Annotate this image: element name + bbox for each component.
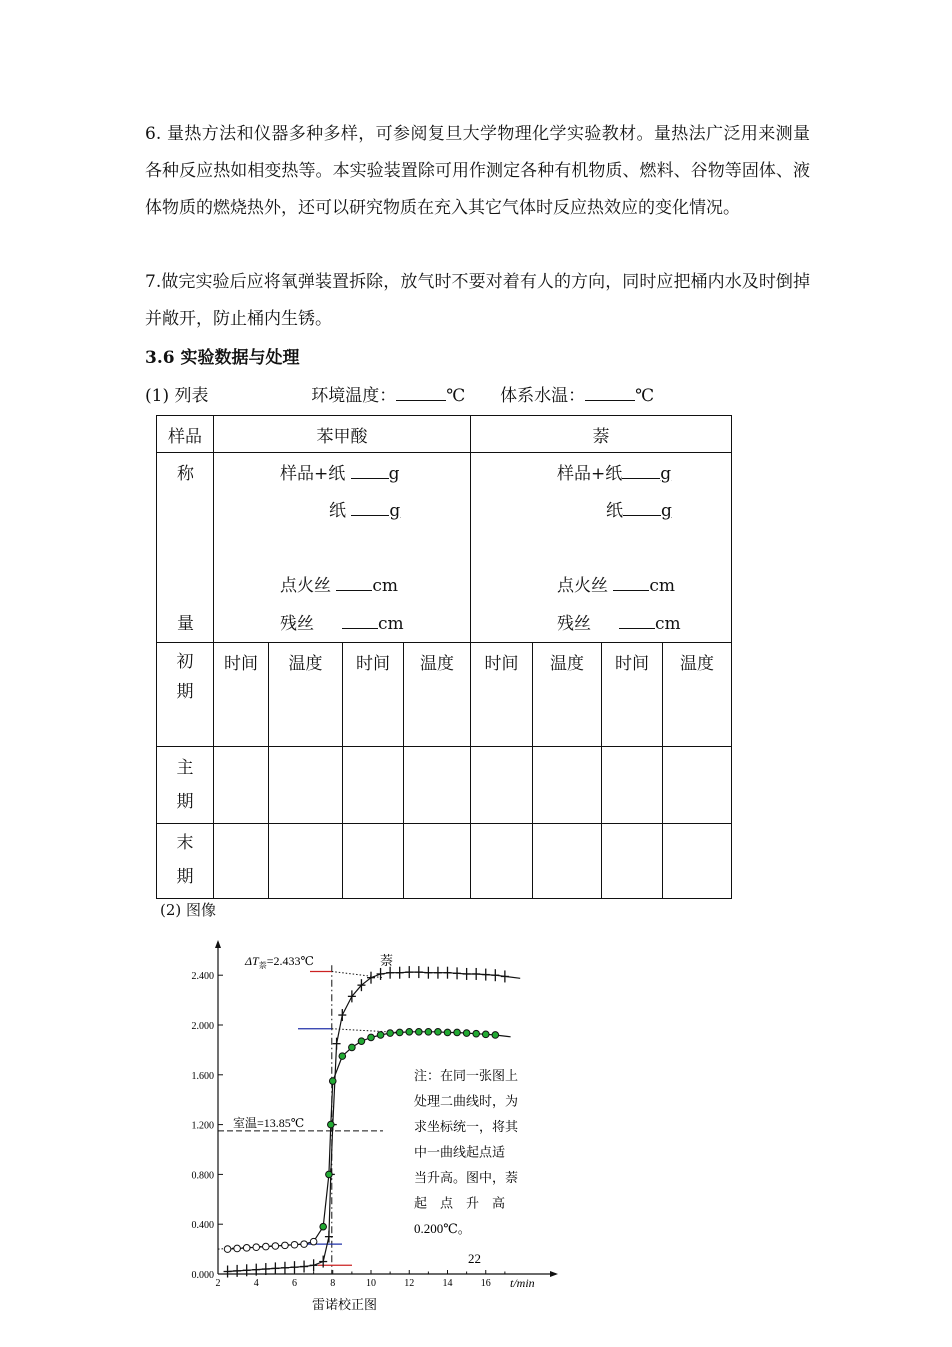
- paragraph-7: 7.做完实验后应将氧弹装置拆除，放气时不要对着有人的方向，同时应把桶内水及时倒掉并敞开，防止桶内生锈。: [145, 272, 810, 329]
- col-time: 时间: [214, 643, 269, 747]
- data-point-circle: [444, 1029, 451, 1036]
- table-cell[interactable]: [602, 824, 663, 899]
- sys-temp-blank[interactable]: [585, 382, 635, 401]
- note-line: 0.200℃。: [414, 1221, 471, 1236]
- data-point-circle: [368, 1034, 375, 1041]
- data-point-circle: [329, 1078, 336, 1085]
- data-point-cross: [377, 968, 385, 980]
- env-temp-blank[interactable]: [396, 382, 446, 401]
- note-line: 当升高。图中，萘: [414, 1170, 519, 1185]
- table-cell[interactable]: [343, 747, 404, 824]
- data-point-cross: [453, 967, 461, 979]
- table-cell[interactable]: [404, 747, 471, 824]
- note-line: 起 点 升 高: [414, 1195, 506, 1211]
- data-point-cross: [348, 990, 356, 1002]
- list-label: (1) 列表: [145, 386, 209, 406]
- x-axis-label: t/min: [510, 1276, 535, 1290]
- env-temp-unit: ℃: [446, 386, 466, 406]
- data-point-cross: [300, 1261, 308, 1273]
- data-point-circle: [272, 1243, 279, 1250]
- chart-axes: [192, 940, 559, 1289]
- y-tick-label: 0.800: [191, 1170, 214, 1182]
- y-tick-label: 0.000: [191, 1270, 214, 1281]
- data-point-circle: [282, 1242, 289, 1249]
- data-point-circle: [291, 1241, 298, 1248]
- series-line-2: [228, 1032, 511, 1249]
- col-temp: 温度: [404, 643, 471, 747]
- col-temp: 温度: [533, 643, 602, 747]
- x-tick-label: 10: [366, 1278, 376, 1289]
- data-point-circle: [454, 1029, 461, 1036]
- benzoic-weigh-cell: [214, 453, 471, 643]
- phase-initial: 初 期: [157, 643, 214, 747]
- data-point-circle: [301, 1241, 308, 1248]
- naph-sample-paper-label: 样品+纸: [557, 464, 623, 484]
- naph-paper-label: 纸: [606, 501, 623, 521]
- x-tick-label: 6: [292, 1278, 297, 1289]
- chart-title: 雷诺校正图: [312, 1297, 378, 1312]
- data-point-circle: [387, 1030, 394, 1037]
- y-tick-label: 0.400: [191, 1220, 214, 1232]
- x-tick-label: 8: [330, 1278, 336, 1289]
- benzoic-sample-paper-label: 样品+纸: [280, 464, 346, 484]
- data-table: [156, 415, 732, 899]
- data-point-circle: [320, 1223, 327, 1230]
- header-benzoic-acid: 苯甲酸: [214, 416, 471, 453]
- benzoic-sample-paper-unit: g: [388, 464, 400, 484]
- data-point-circle: [349, 1044, 356, 1051]
- data-point-cross: [367, 972, 375, 984]
- naph-paper-unit: g: [661, 501, 672, 521]
- benzoic-fuse-blank[interactable]: [336, 572, 372, 591]
- y-axis-arrow: [215, 940, 221, 948]
- table-row-main: [157, 747, 732, 824]
- phase-main: 主 期: [157, 747, 214, 824]
- x-axis-arrow: [550, 1271, 558, 1277]
- section-heading: 3.6 实验数据与处理: [145, 348, 300, 368]
- list-line: [145, 381, 654, 411]
- naph-sample-paper-unit: g: [660, 464, 672, 484]
- data-point-cross: [501, 970, 509, 982]
- note-line: 注：在同一张图上: [414, 1068, 519, 1083]
- weigh-top: 称: [177, 464, 194, 484]
- data-point-circle: [224, 1246, 231, 1253]
- table-cell[interactable]: [533, 824, 602, 899]
- naph-paper-blank[interactable]: [623, 497, 661, 516]
- data-point-cross: [396, 967, 404, 979]
- data-point-cross: [434, 967, 442, 979]
- x-tick-label: 4: [253, 1278, 259, 1289]
- reynolds-correction-chart: [0, 930, 952, 1320]
- series-label-naphthalene: 萘: [380, 953, 394, 968]
- chart-note: [414, 1068, 519, 1236]
- delta-t-label: $\Delta T_萘=2.433℃$: [245, 954, 314, 970]
- data-point-circle: [435, 1029, 442, 1036]
- data-point-cross: [405, 966, 413, 978]
- header-naphthalene: 萘: [471, 416, 732, 453]
- x-tick-label: 16: [480, 1278, 491, 1289]
- table-cell[interactable]: [533, 747, 602, 824]
- table-cell[interactable]: [343, 824, 404, 899]
- figure-label: (2) 图像: [160, 901, 217, 919]
- data-point-circle: [243, 1245, 250, 1252]
- data-point-cross: [482, 969, 490, 981]
- data-point-circle: [416, 1029, 423, 1036]
- benzoic-paper-label: 纸: [329, 501, 346, 521]
- benzoic-residual-label: 残丝: [280, 614, 314, 634]
- col-time: 时间: [471, 643, 533, 747]
- x-tick-label: 2: [215, 1278, 221, 1289]
- paragraph-6: 6. 量热方法和仪器多种多样，可参阅复旦大学物理化学实验教材。量热法广泛用来测量各种反应热如相变热等。本实验装置除可用作测定各种有机物质、燃料、谷物等固体、液体物质的燃烧热外，还可以研究物质在充入其它气体时反应热效应的变化情况。: [145, 124, 810, 218]
- naph-fuse-unit: cm: [649, 576, 676, 596]
- benzoic-paper-unit: g: [389, 501, 401, 521]
- data-point-cross: [224, 1266, 232, 1278]
- y-tick-label: 1.600: [191, 1070, 214, 1082]
- col-time: 时间: [602, 643, 663, 747]
- data-point-circle: [339, 1053, 346, 1060]
- data-point-cross: [233, 1265, 241, 1277]
- data-point-cross: [386, 967, 394, 979]
- data-point-cross: [415, 966, 423, 978]
- data-point-circle: [473, 1030, 480, 1037]
- data-point-circle: [310, 1238, 317, 1245]
- naph-residual-blank[interactable]: [619, 610, 655, 629]
- x-tick-label: 12: [404, 1278, 415, 1289]
- benzoic-fuse-label: 点火丝: [280, 576, 331, 596]
- page-number: 22: [468, 1251, 481, 1266]
- room-temp-label: 室温=13.85℃: [233, 1116, 305, 1130]
- naph-fuse-label: 点火丝: [557, 576, 608, 596]
- benzoic-residual-blank[interactable]: [342, 610, 378, 629]
- naph-residual-label: 残丝: [557, 614, 591, 634]
- data-point-cross: [424, 967, 432, 979]
- weigh-cell: [157, 453, 214, 643]
- table-cell[interactable]: [269, 747, 343, 824]
- data-point-cross: [271, 1262, 279, 1274]
- naph-residual-unit: cm: [655, 614, 681, 634]
- table-cell[interactable]: [471, 824, 533, 899]
- data-point-circle: [406, 1029, 413, 1036]
- data-point-circle: [326, 1171, 333, 1178]
- data-point-cross: [310, 1259, 318, 1271]
- note-line: 求坐标统一，将其: [414, 1119, 519, 1134]
- x-tick-label: 14: [442, 1278, 453, 1289]
- data-point-cross: [472, 968, 480, 980]
- data-point-circle: [377, 1032, 384, 1039]
- col-temp: 温度: [663, 643, 732, 747]
- y-tick-label: 1.200: [191, 1120, 214, 1132]
- table-cell[interactable]: [663, 824, 732, 899]
- data-point-cross: [491, 969, 499, 981]
- table-row-final: [157, 824, 732, 899]
- table-cell[interactable]: [214, 747, 269, 824]
- data-point-cross: [281, 1262, 289, 1274]
- env-temp-label: 环境温度：: [311, 386, 397, 406]
- data-point-circle: [463, 1030, 470, 1037]
- data-point-circle: [425, 1029, 432, 1036]
- table-cell[interactable]: [214, 824, 269, 899]
- col-temp: 温度: [269, 643, 343, 747]
- table-cell[interactable]: [471, 747, 533, 824]
- weigh-bottom: 量: [177, 614, 194, 634]
- table-cell[interactable]: [404, 824, 471, 899]
- benzoic-sample-paper-blank[interactable]: [351, 460, 389, 479]
- naph-sample-paper-blank[interactable]: [622, 460, 660, 479]
- note-line: 处理二曲线时，为: [414, 1093, 519, 1109]
- y-tick-label: 2.000: [191, 1021, 214, 1032]
- benzoic-residual-unit: cm: [378, 614, 404, 634]
- table-cell[interactable]: [602, 747, 663, 824]
- sys-temp-label: 体系水温：: [500, 386, 586, 406]
- y-tick-label: 2.400: [191, 971, 214, 983]
- data-point-circle: [253, 1244, 260, 1251]
- data-point-circle: [234, 1245, 241, 1252]
- sys-temp-unit: ℃: [635, 386, 655, 406]
- data-point-cross: [291, 1261, 299, 1273]
- table-cell[interactable]: [269, 824, 343, 899]
- header-sample: 样品: [157, 416, 214, 453]
- data-point-circle: [328, 1121, 335, 1128]
- naph-fuse-blank[interactable]: [613, 572, 649, 591]
- benzoic-fuse-unit: cm: [372, 576, 399, 596]
- table-cell[interactable]: [663, 747, 732, 824]
- phase-final: 末 期: [157, 824, 214, 899]
- data-point-cross: [444, 967, 452, 979]
- naphthalene-weigh-cell: [471, 453, 732, 643]
- data-point-cross: [463, 968, 471, 980]
- data-point-circle: [492, 1032, 499, 1039]
- data-point-circle: [482, 1031, 489, 1038]
- note-line: 中一曲线起点适: [414, 1144, 506, 1160]
- table-row-initial: [157, 643, 732, 747]
- data-point-circle: [358, 1038, 365, 1045]
- data-point-circle: [263, 1243, 270, 1250]
- benzoic-paper-blank[interactable]: [351, 497, 389, 516]
- data-point-cross: [333, 1038, 341, 1050]
- upper-extrapolation: [332, 971, 383, 977]
- data-point-cross: [262, 1263, 270, 1275]
- data-point-circle: [396, 1029, 403, 1036]
- col-time: 时间: [343, 643, 404, 747]
